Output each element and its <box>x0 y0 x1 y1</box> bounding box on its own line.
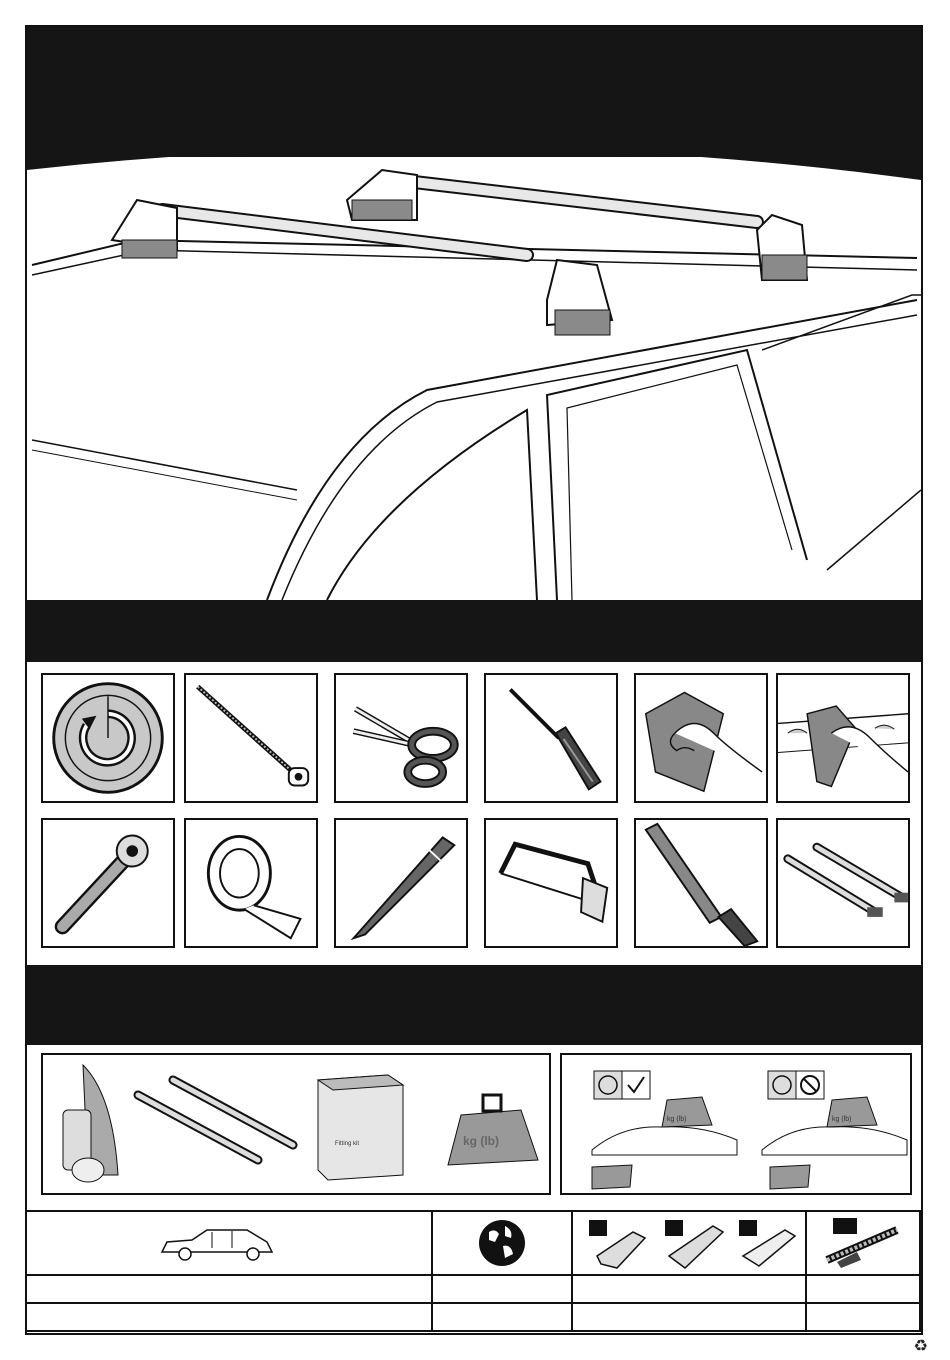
file-tool-icon <box>636 820 766 946</box>
bar-profiles-icon <box>573 1212 807 1276</box>
car-icon <box>157 1224 277 1264</box>
globe-icon <box>477 1218 527 1268</box>
cable-tie-icon <box>186 675 316 801</box>
no-rule <box>762 1071 907 1189</box>
tools-band <box>27 600 921 662</box>
luggage-icon <box>63 1065 118 1182</box>
ratchet-wrench-icon <box>43 820 173 946</box>
svg-text:kg (lb): kg (lb) <box>832 1116 852 1123</box>
tool-roof-bars <box>776 818 910 948</box>
table-row-2-col-2 <box>433 1304 573 1332</box>
table-row-2-col-1 <box>27 1304 433 1332</box>
table-row-1-col-4 <box>807 1276 921 1304</box>
tool-cable-tie <box>184 673 318 803</box>
table-row-1-col-2 <box>433 1276 573 1304</box>
hacksaw-icon <box>486 820 616 946</box>
table-row-2-col-4 <box>807 1304 921 1332</box>
screwdriver-icon <box>486 675 616 801</box>
luggage-bars-kit-weight-illustration <box>43 1055 549 1193</box>
rail-bar-icon <box>807 1212 921 1276</box>
tape-roll-icon <box>186 820 316 946</box>
load-rules-illustration <box>562 1055 910 1193</box>
cleaning-roof-icon <box>778 675 908 801</box>
table-row-1-col-1 <box>27 1276 433 1304</box>
tool-tape <box>184 818 318 948</box>
table-header-rail <box>807 1212 921 1276</box>
scissors-icon <box>336 675 466 801</box>
table-header-globe <box>433 1212 573 1276</box>
load-rules-panel <box>560 1053 912 1195</box>
svg-text:kg (lb): kg (lb) <box>463 1134 499 1148</box>
load-band <box>27 965 921 1045</box>
tool-screwdriver <box>484 673 618 803</box>
table-header-bar-profiles <box>573 1212 807 1276</box>
ok-rule <box>592 1071 737 1189</box>
tool-scissors <box>334 673 468 803</box>
tool-cloth <box>634 673 768 803</box>
tool-pen <box>334 818 468 948</box>
table-row-1-col-3 <box>573 1276 807 1304</box>
roof-bars-icon <box>138 1080 293 1160</box>
weight-icon <box>448 1095 538 1165</box>
svg-text:Fitting kit: Fitting kit <box>335 1141 360 1147</box>
tool-file <box>634 818 768 948</box>
tool-ratchet <box>41 818 175 948</box>
vehicle-roof-illustration <box>27 140 921 600</box>
pen-icon <box>336 820 466 946</box>
table-header-car <box>27 1212 433 1276</box>
tool-stopwatch <box>41 673 175 803</box>
fitting-table <box>27 1210 921 1332</box>
recycle-icon: ♻ <box>913 1338 928 1355</box>
svg-text:kg (lb): kg (lb) <box>667 1116 687 1123</box>
stopwatch-icon <box>43 675 173 801</box>
tool-cloth-roof <box>776 673 910 803</box>
roof-bars-icon <box>778 820 908 946</box>
table-row-2-col-3 <box>573 1304 807 1332</box>
cleaning-cloth-hand-icon <box>636 675 766 801</box>
header-band <box>27 27 921 157</box>
fitting-kit-box-icon <box>318 1075 403 1180</box>
tool-hacksaw <box>484 818 618 948</box>
load-items-panel <box>41 1053 551 1195</box>
